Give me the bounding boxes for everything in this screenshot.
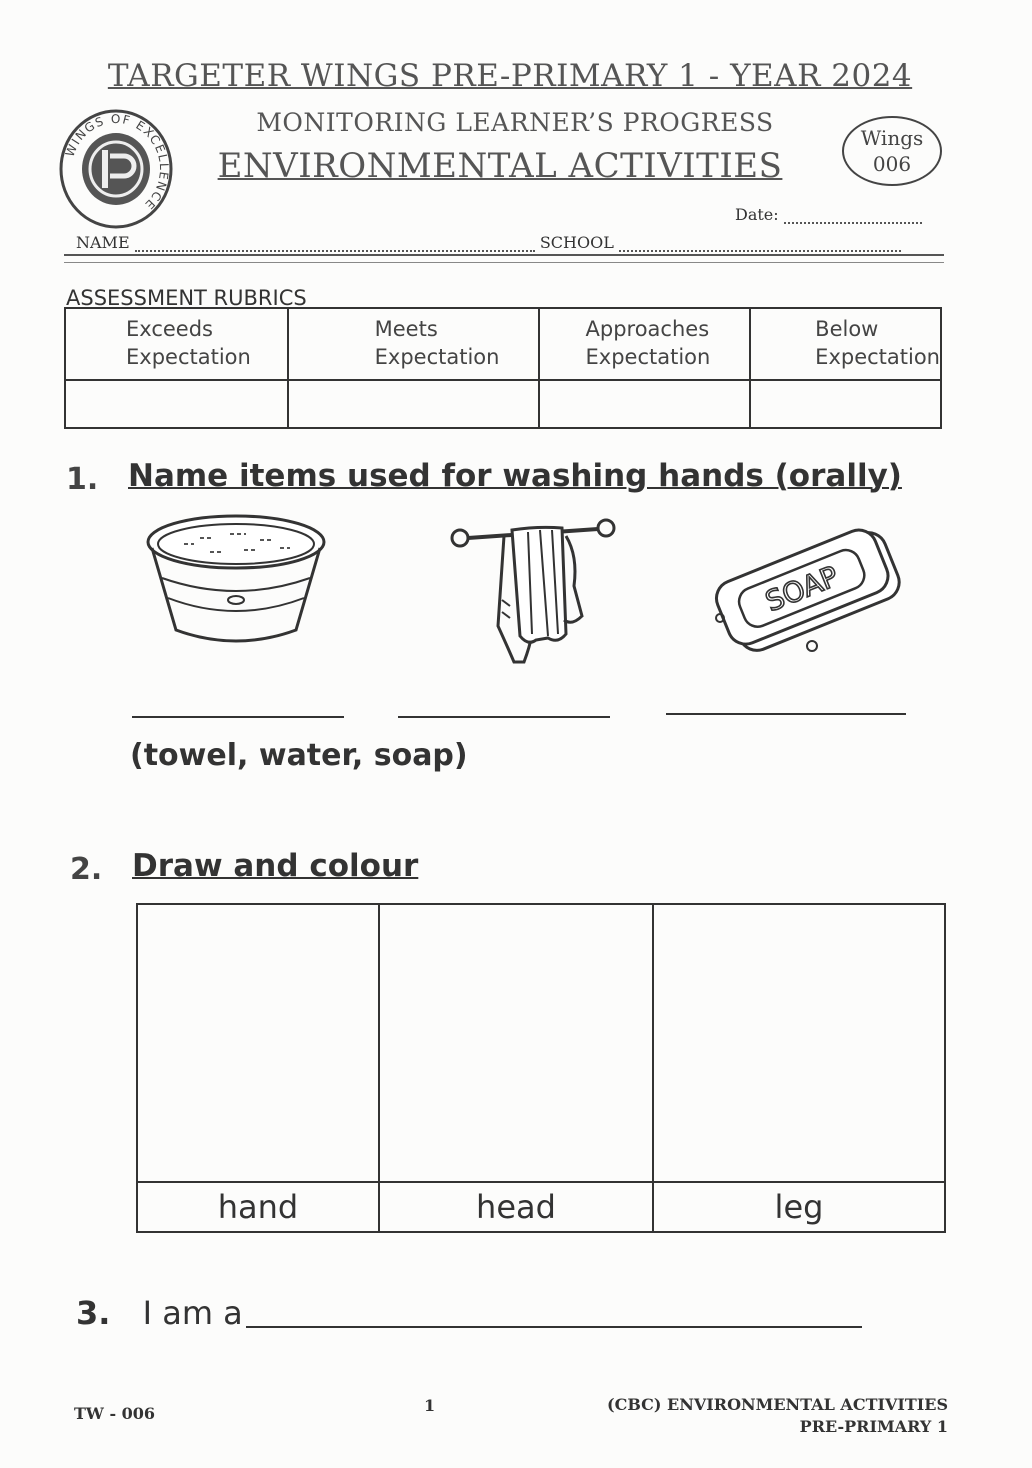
page-subtitle: MONITORING LEARNER’S PROGRESS [256, 108, 774, 137]
answer-line-q3[interactable] [246, 1326, 862, 1328]
rubric-cell-meets[interactable] [288, 380, 539, 428]
basin-icon [140, 512, 334, 652]
rubrics-title: ASSESSMENT RUBRICS [66, 286, 307, 310]
answer-line-3[interactable] [666, 713, 906, 715]
school-label: SCHOOL [539, 233, 614, 252]
badge-line-1: Wings [860, 126, 924, 150]
question-2-text: Draw and colour [132, 848, 419, 884]
rubric-cell-exceeds[interactable] [65, 380, 288, 428]
rubrics-table [64, 307, 942, 429]
rubric-header-exceeds: Exceeds Expectation [65, 308, 288, 380]
question-2 [70, 852, 102, 887]
question-3-text: I am a [142, 1294, 243, 1332]
rubric-cell-approaches[interactable] [539, 380, 751, 428]
date-field[interactable] [735, 205, 922, 224]
question-1-number: 1. [66, 462, 99, 497]
rubric-header-approaches: Approaches Expectation [539, 308, 751, 380]
date-label: Date: [735, 205, 779, 224]
school-blank[interactable] [619, 238, 901, 252]
page-title: TARGETER WINGS PRE-PRIMARY 1 - YEAR 2024 [107, 58, 913, 94]
answer-line-1[interactable] [132, 716, 344, 718]
drawing-label-hand: hand [137, 1182, 379, 1232]
paper-code-badge [842, 116, 942, 186]
answer-options: (towel, water, soap) [130, 738, 468, 773]
rubric-cell-below[interactable] [750, 380, 941, 428]
question-1-text: Name items used for washing hands (orally) [128, 458, 902, 494]
footer-page-number: 1 [424, 1396, 436, 1415]
rubric-header-below: Below Expectation [750, 308, 941, 380]
answer-line-2[interactable] [398, 716, 610, 718]
rubric-header-meets: Meets Expectation [288, 308, 539, 380]
soap-label: SOAP [760, 559, 843, 619]
footer-course-line-1: (CBC) ENVIRONMENTAL ACTIVITIES [607, 1395, 948, 1414]
name-blank[interactable] [135, 238, 535, 252]
drawing-box-hand[interactable] [137, 904, 379, 1182]
drawing-label-leg: leg [653, 1182, 945, 1232]
soap-icon [708, 516, 908, 660]
header-divider-thin [64, 262, 944, 263]
subject-title: ENVIRONMENTAL ACTIVITIES [217, 146, 783, 186]
question-1 [66, 462, 98, 497]
header-divider [64, 254, 944, 256]
question-3-number: 3. [76, 1294, 111, 1332]
footer-course [560, 1394, 948, 1438]
footer-course-line-2: PRE-PRIMARY 1 [799, 1417, 948, 1436]
footer-code: TW - 006 [74, 1404, 156, 1423]
date-blank[interactable] [784, 210, 922, 224]
name-school-row [76, 233, 936, 252]
question-2-number: 2. [70, 852, 103, 887]
drawing-table [136, 903, 946, 1233]
drawing-box-head[interactable] [379, 904, 653, 1182]
drawing-label-head: head [379, 1182, 653, 1232]
school-logo-icon [58, 108, 174, 230]
towel-icon [448, 516, 620, 666]
badge-line-2: 006 [872, 152, 912, 176]
logo-ring-text: WINGS OF EXCELLENCE [62, 111, 172, 213]
name-label: NAME [76, 233, 130, 252]
question-3 [76, 1294, 243, 1332]
drawing-box-leg[interactable] [653, 904, 945, 1182]
